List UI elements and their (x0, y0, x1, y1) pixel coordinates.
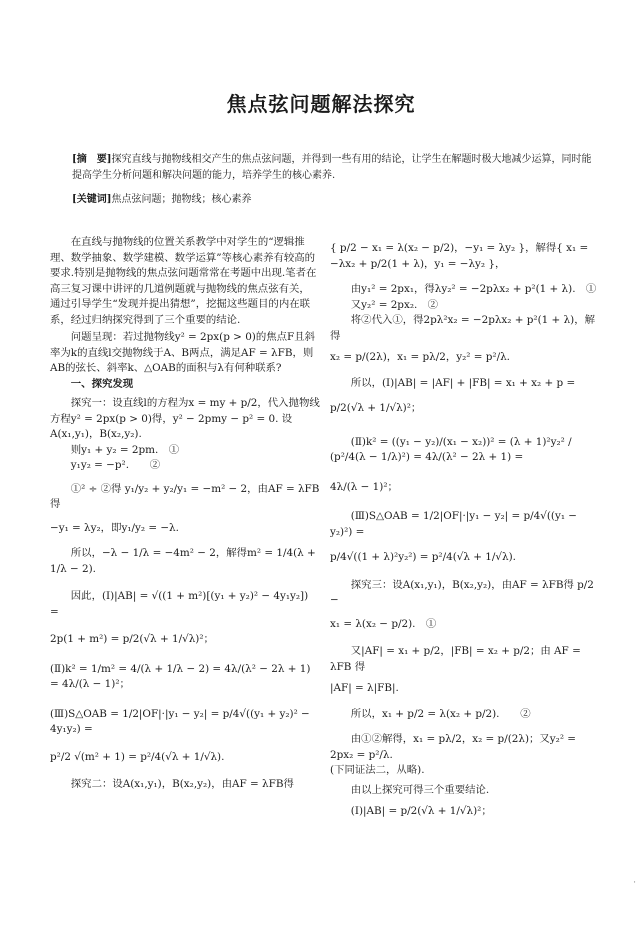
result-chord-length-cont: 2p(1 + m²) = p/2(√λ + 1/√λ)²； (50, 633, 214, 645)
page-marker: · (633, 878, 636, 888)
method-two-intro: 探究二：设A(x₁,y₁)，B(x₂,y₂)，由AF = λFB得 (70, 778, 294, 790)
result-area: (Ⅲ)S△OAB = 1/2|OF|·|y₁ − y₂| = p/4√((y₁ − y₂)²) = (330, 510, 577, 538)
page-title: 焦点弦问题解法探究 (226, 92, 416, 116)
equation-line: x₁ = λ(x₂ − p/2). ① (330, 617, 437, 630)
derivation-line: −y₁ = λy₂，即y₁/y₂ = −λ. (50, 521, 179, 534)
result-slope-cont: 4λ/(λ − 1)²； (330, 480, 398, 493)
note-line: (下同证法二，从略). (330, 764, 425, 776)
result-slope: (Ⅱ)k² = 1/m² = 4/(λ + 1/λ − 2) = 4λ/(λ² − 2λ + 1) = 4λ/(λ − 1)²； (50, 662, 311, 690)
problem-statement: 问题呈现：若过抛物线y² = 2px(p > 0)的焦点F且斜率为k的直线l交抛物线于A、B两点，满足AF = λFB，则AB的弦长、斜率k、△OAB的面积与λ有何种联系? (50, 331, 316, 374)
result-slope: (Ⅱ)k² = ((y₁ − y₂)/(x₁ − x₂))² = (λ + 1)²y₂² / (p²/4(λ − 1/λ)²) = 4λ/(λ² − 2λ + 1) = (330, 435, 572, 463)
right-column (330, 235, 600, 820)
equation-line: |AF| = λ|FB|. (330, 682, 399, 694)
result-area-cont: p²/2 √(m² + 1) = p²/4(√λ + 1/√λ). (50, 750, 225, 763)
equation-2: y₁y₂ = −p². ② (70, 459, 161, 471)
derivation-line: ①² ÷ ②得 y₁/y₂ + y₂/y₁ = −m² − 2，由AF = λFB得 (50, 482, 320, 510)
equation-line: 又|AF| = x₁ + p/2，|FB| = x₂ + p/2；由 AF = λFB 得 (330, 645, 581, 673)
result-chord-length: 因此，(Ⅰ)|AB| = √((1 + m²)[(y₁ + y₂)² − 4y₁y₂]) = (50, 590, 309, 618)
method-one-paragraph: 探究一：设直线l的方程为x = my + p/2，代入抛物线方程y² = 2px(p > 0)得，y² − 2pmy − p² = 0. 设A(x₁,y₁)，B(x₂,y₂). (50, 397, 320, 440)
equation-line: 由y₁² = 2px₁，得λy₂² = −2pλx₂ + p²(1 + λ). ① (350, 283, 597, 295)
keywords-label: [关键词] (72, 194, 112, 205)
equation-line: 将②代入①，得2pλ²x₂ = −2pλx₂ + p²(1 + λ)，解得 (330, 314, 595, 342)
method-three-intro: 探究三：设A(x₁,y₁)，B(x₂,y₂)，由AF = λFB得 p/2 − (330, 578, 594, 606)
keywords-text: 焦点弦问题；抛物线；核心素养 (111, 194, 252, 205)
system-of-equations: { p/2 − x₁ = λ(x₂ − p/2)，−y₁ = λy₂ }，解得{ x₁ = −λx₂ + p/2(1 + λ)，y₁ = −λy₂ }， (330, 242, 589, 270)
intro-paragraph: 在直线与抛物线的位置关系教学中对学生的“逻辑推理、数学抽象、数学建模、数学运算”等核心素养有较高的要求.特别是抛物线的焦点弦问题常常在考题中出现.笔者在高三复习课中讲评的几道例题就与抛物线的焦点弦有关，通过引导学生“发现并提出猜想”，挖掘这些题目的内在联系，经过归纳探究得到了三个重要的结论. (50, 236, 317, 326)
section-heading: 一、探究发现 (70, 377, 134, 390)
equation-line: 所以，x₁ + p/2 = λ(x₂ + p/2). ② (350, 707, 531, 720)
equation-1: 则y₁ + y₂ = 2pm. ① (70, 443, 180, 456)
equation-line: 又y₂² = 2px₂. ② (350, 298, 439, 311)
abstract-text: 探究直线与抛物线相交产生的焦点弦问题，并得到一些有用的结论，让学生在解题时极大地减少运算，同时能提高学生分析问题和解决问题的能力，培养学生的核心素养. (72, 154, 592, 181)
result-area: (Ⅲ)S△OAB = 1/2|OF|·|y₁ − y₂| = p/4√((y₁ + y₂)² − 4y₁y₂) = (50, 707, 310, 735)
abstract (72, 152, 592, 184)
derivation-line: 所以，−λ − 1/λ = −4m² − 2，解得m² = 1/4(λ + 1/λ − 2). (50, 547, 316, 575)
result-chord-length-cont: p/2(√λ + 1/√λ)²； (330, 402, 422, 414)
keywords (72, 192, 592, 208)
result-chord-length: 所以，(Ⅰ)|AB| = |AF| + |FB| = x₁ + x₂ + p = (350, 376, 576, 389)
conclusion-one: (Ⅰ)|AB| = p/2(√λ + 1/√λ)²； (350, 805, 492, 817)
equation-line: x₂ = p/(2λ)，x₁ = pλ/2，y₂² = p²/λ. (330, 351, 510, 363)
conclusion-intro: 由以上探究可得三个重要结论. (350, 783, 490, 796)
left-column (50, 235, 320, 793)
result-area-cont: p/4√((1 + λ)²y₂²) = p²/4(√λ + 1/√λ). (330, 551, 516, 563)
abstract-label: [摘 要] (72, 154, 112, 165)
equation-line: 由①②解得，x₁ = pλ/2，x₂ = p/(2λ)；又y₂² = 2px₂ = p²/λ. (330, 733, 577, 761)
